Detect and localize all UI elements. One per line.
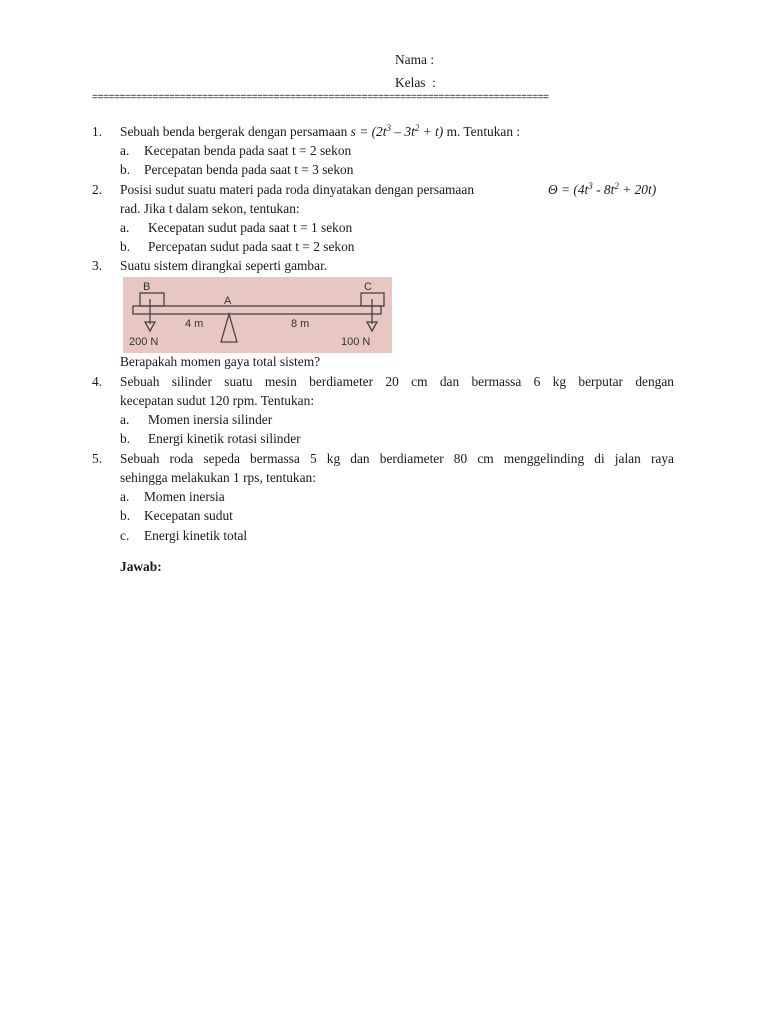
q5-item-c-letter: c. (120, 528, 130, 543)
q4-item-a-text: Momen inersia silinder (148, 412, 273, 427)
q4-item-b-text: Energi kinetik rotasi silinder (148, 431, 301, 446)
q5-item-c-text: Energi kinetik total (144, 528, 248, 543)
q4-item-b-letter: b. (120, 431, 131, 446)
question-1-formula: $s = (2t^3 - 3t^2 + t)$ (350, 123, 444, 139)
question-4-line1: Sebuah silinder suatu mesin berdiameter 20 cm dan bermassa 6 kg berputar dengan (120, 374, 674, 389)
q2-item-a-text: Kecepatan sudut pada saat t = 1 sekon (148, 220, 353, 235)
label-force-left: 200 N (129, 336, 159, 348)
q2-item-b-letter: b. (120, 239, 131, 254)
question-3-number: 3. (92, 258, 103, 273)
label-c: C (364, 281, 372, 293)
question-1-text-after: m. Tentukan : (443, 124, 521, 139)
separator-line: =================================================================================== (92, 93, 549, 104)
q5-item-b-text: Kecepatan sudut (144, 508, 233, 523)
q2-item-a-letter: a. (120, 220, 130, 235)
question-5-number: 5. (92, 451, 103, 466)
answer-label: Jawab: (120, 559, 162, 574)
beam (133, 306, 381, 314)
label-b: B (143, 281, 151, 293)
question-2-number: 2. (92, 182, 103, 197)
question-2-formula: $\Theta = (4t^3 - 8t^2 + 20t)$ (548, 181, 657, 197)
q1-item-b-letter: b. (120, 162, 131, 177)
question-4-line2: kecepatan sudut 120 rpm. Tentukan: (120, 393, 315, 408)
question-1-number: 1. (92, 124, 103, 139)
label-force-right: 100 N (341, 336, 371, 348)
label-a: A (224, 295, 232, 307)
lever-diagram (123, 277, 392, 353)
question-2-line1: Posisi sudut suatu materi pada roda dinyatakan dengan persamaan (120, 182, 475, 197)
question-1-text-before: Sebuah benda bergerak dengan persamaan (120, 124, 351, 139)
question-3-line1: Suatu sistem dirangkai seperti gambar. (120, 258, 328, 273)
nama-label: Nama : (395, 52, 435, 67)
q1-item-b-text: Percepatan benda pada saat t = 3 sekon (144, 162, 354, 177)
label-dist-left: 4 m (185, 318, 204, 330)
q1-item-a-text: Kecepatan benda pada saat t = 2 sekon (144, 143, 352, 158)
q5-item-a-text: Momen inersia (144, 489, 225, 504)
q1-item-a-letter: a. (120, 143, 130, 158)
label-dist-right: 8 m (291, 318, 310, 330)
q2-item-b-text: Percepatan sudut pada saat t = 2 sekon (148, 239, 355, 254)
q5-item-b-letter: b. (120, 508, 131, 523)
question-4-number: 4. (92, 374, 103, 389)
question-5-line1: Sebuah roda sepeda bermassa 5 kg dan berdiameter 80 cm menggelinding di jalan raya (120, 451, 674, 466)
block-b (140, 293, 164, 306)
question-2-line2: rad. Jika t dalam sekon, tentukan: (120, 201, 300, 216)
kelas-label: Kelas : (395, 75, 436, 90)
question-5-line2: sehingga melakukan 1 rps, tentukan: (120, 470, 316, 485)
question-3-line2: Berapakah momen gaya total sistem? (120, 354, 321, 369)
q5-item-a-letter: a. (120, 489, 130, 504)
q4-item-a-letter: a. (120, 412, 130, 427)
fulcrum (221, 314, 237, 342)
question-1-text (120, 123, 520, 141)
